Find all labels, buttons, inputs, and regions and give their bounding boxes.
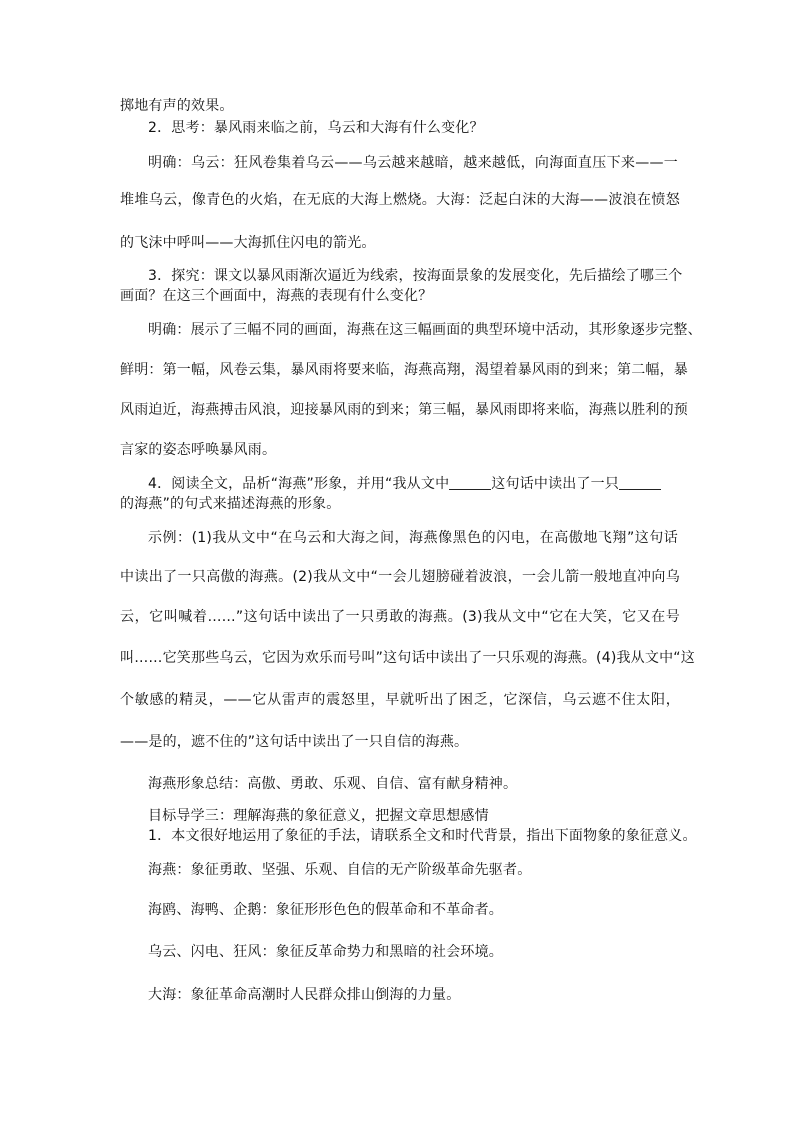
symbol-clouds: 乌云、闪电、狂风：象征反革命势力和黑暗的社会环境。 — [148, 944, 503, 960]
example-line-5: 个敏感的精灵，——它从雷声的震怒里，早就听出了困乏，它深信，乌云遮不住太阳， — [120, 692, 680, 708]
question-3-line-1: 3．探究：课文以暴风雨渐次逼近为线索，按海面景象的发展变化，先后描绘了哪三个 — [148, 268, 683, 284]
answer-3-line-2: 鲜明：第一幅，风卷云集，暴风雨将要来临，海燕高翔，渴望着暴风雨的到来；第二幅，暴 — [120, 362, 688, 378]
question-4-line-1 — [148, 474, 678, 494]
fill-blank-1 — [449, 475, 491, 490]
example-line-6: ——是的，遮不住的”这句话中读出了一只自信的海燕。 — [120, 734, 469, 750]
answer-3-line-3: 风雨迫近，海燕搏击风浪，迎接暴风雨的到来；第三幅，暴风雨即将来临，海燕以胜利的预 — [120, 402, 688, 418]
answer-3-line-4: 言家的姿态呼唤暴风雨。 — [120, 442, 277, 458]
example-line-4: 叫……它笑那些乌云，它因为欢乐而号叫”这句话中读出了一只乐观的海燕。(4)我从文中“这 — [120, 650, 695, 666]
example-line-2: 中读出了一只高傲的海燕。(2)我从文中“一会儿翅膀碰着波浪，一会儿箭一般地直冲向乌 — [120, 569, 680, 585]
symbol-gulls: 海鸥、海鸭、企鹅：象征形形色色的假革命和不革命者。 — [148, 902, 503, 918]
summary-line: 海燕形象总结：高傲、勇敢、乐观、自信、富有献身精神。 — [148, 776, 518, 792]
answer-3-line-1: 明确：展示了三幅不同的画面，海燕在这三幅画面的典型环境中活动，其形象逐步完整、 — [148, 322, 702, 338]
question-2: 2．思考：暴风雨来临之前，乌云和大海有什么变化？ — [148, 120, 484, 136]
question-1: 1．本文很好地运用了象征的手法，请联系全文和时代背景，指出下面物象的象征意义。 — [148, 828, 697, 844]
answer-2-line-3: 的飞沫中呼叫——大海抓住闪电的箭光。 — [120, 235, 376, 251]
symbol-petrel: 海燕：象征勇敢、坚强、乐观、自信的无产阶级革命先驱者。 — [148, 862, 532, 878]
answer-2-line-1: 明确：乌云：狂风卷集着乌云——乌云越来越暗，越来越低，向海面直压下来——一 — [148, 155, 678, 171]
example-line-3: 云，它叫喊着……”这句话中读出了一只勇敢的海燕。(3)我从文中“它在大笑，它又在号 — [120, 609, 680, 625]
fill-blank-2 — [619, 475, 661, 490]
example-line-1: 示例：(1)我从文中“在乌云和大海之间，海燕像黑色的闪电，在高傲地飞翔”这句话 — [148, 530, 678, 546]
symbol-sea: 大海：象征革命高潮时人民群众排山倒海的力量。 — [148, 987, 461, 1003]
question-3-line-2: 画面？在这三个画面中，海燕的表现有什么变化？ — [120, 288, 433, 304]
question-4-part-2: 这句话中读出了一只 — [491, 476, 620, 492]
answer-2-line-2: 堆堆乌云，像青色的火焰，在无底的大海上燃烧。大海：泛起白沫的大海——波浪在愤怒 — [120, 192, 680, 208]
section-heading: 目标导学三：理解海燕的象征意义，把握文章思想感情 — [148, 808, 489, 824]
text-line: 掷地有声的效果。 — [120, 98, 234, 114]
question-4-part-1: 4．阅读全文，品析“海燕”形象，并用“我从文中 — [148, 476, 450, 492]
question-4-line-2: 的海燕”的句式来描述海燕的形象。 — [120, 496, 341, 512]
